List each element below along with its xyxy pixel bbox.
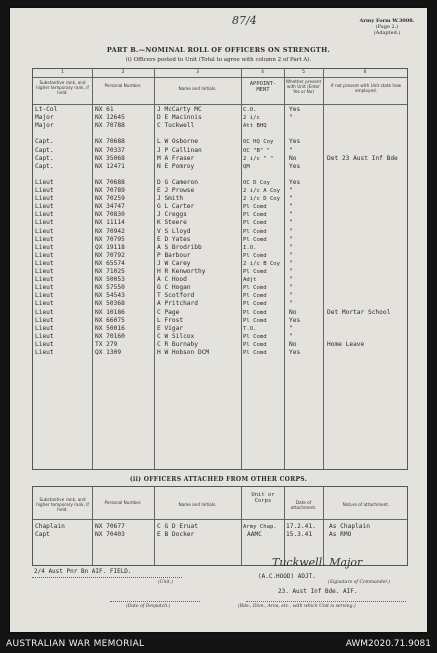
cell-number: NX 70688: [95, 138, 125, 146]
cell-rank: Lieut: [35, 284, 54, 292]
cell-rank: Lieut: [35, 300, 54, 308]
cell-present: ": [289, 243, 293, 251]
officer-row: [33, 228, 407, 236]
officer-row: [33, 236, 407, 244]
cell-present: Yes: [289, 162, 301, 170]
cell-appointment: 2 i/c D Coy: [243, 196, 281, 203]
commander-signature: Tuckwell. Major: [272, 556, 363, 569]
cell-number: QX 19118: [95, 243, 125, 251]
cell-remarks: Home Leave: [327, 340, 365, 348]
officer-row: [33, 252, 407, 260]
cell-name: T Scotford: [157, 292, 195, 300]
despatch-dotline: [110, 601, 200, 602]
cell-present: ": [289, 332, 293, 340]
cell-rank: Lt-Col: [35, 106, 58, 113]
cell-name: J Smith: [157, 195, 184, 203]
handwritten-reference: 87/4: [232, 14, 257, 27]
col-number: 3: [196, 70, 199, 75]
attached-row: [33, 523, 407, 531]
cell-name: L Frost: [157, 316, 184, 324]
officer-row: [33, 138, 407, 146]
cell-number: NX 66075: [95, 316, 125, 324]
header-name: Name and Initials.: [178, 502, 217, 507]
cell-rank: Chaplain: [35, 523, 65, 530]
officer-row: [33, 309, 407, 317]
cell-number: NX 71025: [95, 268, 125, 275]
cell-appointment: Pl Comd: [243, 317, 267, 324]
cell-appointment: Pl Comd: [243, 350, 267, 356]
attached-row: [33, 531, 407, 539]
cell-appointment: Pl Comd: [243, 301, 267, 308]
cell-number: TX 279: [95, 340, 118, 348]
cell-appointment: Pl Comd: [243, 252, 267, 259]
signature-caption: (Signature of Commander.): [328, 580, 391, 585]
despatch-caption: (Date of Despatch.): [126, 604, 171, 609]
cell-rank: Lieut: [35, 178, 54, 186]
cell-number: NX 50053: [95, 276, 125, 284]
cell-present: ": [289, 227, 293, 235]
cell-appointment: T.O.: [243, 325, 257, 332]
header-remarks: If not present with Unit state how employed.: [330, 83, 402, 93]
cell-name: K Steere: [157, 219, 187, 227]
header-number: Personal Number.: [104, 500, 142, 505]
officer-row: [33, 219, 407, 227]
cell-rank: Lieut: [35, 227, 54, 235]
signer-line: (A.C.HOOD) ADJT.: [258, 573, 316, 580]
cell-name: J W Carey: [157, 259, 191, 267]
cell-appointment: QM: [243, 163, 250, 170]
officer-row: [33, 106, 407, 114]
header-name: Name and Initials.: [178, 86, 217, 91]
cell-number: NX 70942: [95, 227, 125, 235]
cell-rank: Lieut: [35, 211, 54, 219]
cell-rank: Capt: [35, 531, 50, 538]
cell-number: NX 50368: [95, 300, 125, 308]
cell-number: NX 70403: [95, 531, 125, 538]
cell-appointment: 2 i/c B Coy: [243, 260, 281, 267]
officer-row: [33, 284, 407, 292]
cell-present: Yes: [289, 349, 301, 356]
cell-appointment: Pl Comd: [243, 285, 267, 292]
cell-rank: Lieut: [35, 243, 54, 251]
cell-name: C G D Eruat: [157, 523, 198, 530]
cell-name: E D Yates: [157, 235, 191, 243]
cell-name: E B Docker: [157, 531, 195, 538]
cell-rank: Lieut: [35, 316, 54, 324]
cell-remarks: Det Mortar School: [327, 308, 391, 316]
officer-row: [33, 317, 407, 325]
cell-present: ": [289, 203, 293, 211]
brigade-caption: (Bde., Divn., Area, etc., with which Unit is serving.): [238, 604, 356, 609]
form-identifier: [357, 18, 417, 36]
cell-corps: Army Chap.: [243, 524, 277, 530]
cell-name: L W Osborne: [157, 138, 198, 146]
officer-row: [33, 171, 407, 179]
attached-officers-table: [32, 486, 408, 566]
cell-appointment: Pl Comd: [243, 293, 267, 300]
cell-date: 17.2.41.: [286, 523, 316, 530]
cell-name: J P Callinan: [157, 146, 202, 154]
cell-appointment: C.O.: [243, 107, 257, 113]
cell-rank: Lieut: [35, 187, 54, 194]
part-b-subtitle: (i) Officers posted to Unit (Total to agree with column 2 of Part A).: [125, 57, 312, 63]
cell-name: V S Lloyd: [157, 227, 191, 235]
col-number: 2: [121, 70, 125, 75]
attached-title: (ii) OFFICERS ATTACHED FROM OTHER CORPS.: [129, 476, 308, 483]
cell-name: J Creggs: [157, 211, 187, 219]
cell-number: NX 70677: [95, 523, 125, 530]
cell-number: NX 50016: [95, 324, 125, 332]
officer-row: [33, 211, 407, 219]
header-nature: Nature of attachment.: [342, 502, 390, 507]
cell-number: NX 12471: [95, 162, 125, 170]
cell-present: Yes: [289, 106, 301, 113]
cell-appointment: Pl Comd: [243, 212, 267, 219]
cell-number: NX 54543: [95, 292, 125, 300]
cell-appointment: 2 i/c " ": [243, 155, 274, 162]
officer-row: [33, 130, 407, 138]
cell-name: N E Pomroy: [157, 162, 195, 170]
officer-row: [33, 203, 407, 211]
officer-row: [33, 244, 407, 252]
cell-present: No: [289, 154, 297, 162]
officer-row: [33, 260, 407, 268]
col-number: 1: [61, 70, 64, 75]
cell-appointment: Att BHQ: [243, 123, 267, 130]
cell-number: NX 70788: [95, 122, 125, 130]
officer-row: [33, 114, 407, 122]
cell-present: No: [289, 340, 297, 348]
cell-present: ": [289, 259, 293, 267]
cell-rank: Lieut: [35, 251, 54, 259]
cell-rank: Lieut: [35, 259, 54, 267]
cell-number: NX 70259: [95, 195, 125, 203]
cell-name: P Barbour: [157, 251, 191, 259]
cell-present: ": [289, 211, 293, 219]
cell-appointment: Adjt: [243, 277, 257, 284]
unit-dotline: [32, 577, 182, 578]
cell-number: NX 12645: [95, 114, 125, 122]
cell-name: C W Silcox: [157, 332, 195, 340]
cell-present: ": [289, 324, 293, 332]
cell-appointment: OC "B" ": [243, 147, 270, 154]
archive-reference: AWM2020.71.9081: [345, 639, 431, 649]
form-id-line: (Page 2.): [375, 24, 399, 30]
cell-appointment: OC D Coy: [243, 179, 270, 186]
cell-rank: Lieut: [35, 332, 54, 340]
cell-rank: Lieut: [35, 268, 54, 275]
officer-row: [33, 333, 407, 341]
cell-appointment: 2 i/c: [243, 115, 260, 122]
cell-name: G C Hogan: [157, 284, 191, 292]
cell-number: NX 57550: [95, 284, 125, 292]
cell-present: ": [289, 276, 293, 284]
cell-present: ": [289, 268, 293, 275]
header-present: Whether present with Unit (Enter Yes or No): [285, 79, 322, 94]
officer-row: [33, 292, 407, 300]
cell-name: E J Prowse: [157, 187, 195, 194]
cell-present: ": [289, 292, 293, 300]
part-b-title: PART B.—NOMINAL ROLL OF OFFICERS ON STRENGTH.: [106, 46, 331, 54]
unit-caption: (Unit.): [158, 580, 173, 585]
officer-row: [33, 195, 407, 203]
cell-number: NX 70792: [95, 251, 125, 259]
col-number: 6: [363, 70, 367, 75]
cell-present: ": [289, 300, 293, 308]
cell-number: NX 70688: [95, 178, 125, 186]
cell-number: NX 34747: [95, 203, 125, 211]
cell-number: NX 11114: [95, 219, 125, 227]
cell-name: D G Cameron: [157, 178, 198, 186]
cell-appointment: I.O.: [243, 244, 257, 251]
cell-name: D E Macinnis: [157, 114, 202, 122]
cell-present: No: [289, 308, 297, 316]
cell-rank: Major: [35, 114, 54, 122]
form-id-line: (Adapted.): [373, 30, 401, 36]
officer-row: [33, 122, 407, 130]
cell-number: NX 10186: [95, 308, 125, 316]
document-page: [10, 8, 427, 632]
cell-present: ": [289, 251, 293, 259]
cell-present: ": [289, 284, 293, 292]
cell-rank: Lieut: [35, 292, 54, 300]
cell-present: Yes: [289, 316, 301, 324]
officer-row: [33, 300, 407, 308]
header-date: Date of attachment.: [290, 500, 317, 510]
cell-corps: AAMC: [247, 531, 262, 538]
header-rank: Substantive rank, and higher temporary rank, if held.: [36, 497, 89, 512]
officers-on-strength-table: [32, 68, 408, 470]
col-number: 4: [261, 70, 264, 75]
officer-row: [33, 179, 407, 187]
cell-rank: Lieut: [35, 276, 54, 284]
officer-row: [33, 349, 407, 357]
cell-name: H R Kenworthy: [157, 268, 206, 275]
header-corps: Unit or Corps: [251, 492, 275, 504]
officer-row: [33, 341, 407, 349]
unit-line: 2/4 Aust Pnr Bn AIF. FIELD.: [34, 568, 132, 575]
cell-name: A C Hood: [157, 276, 187, 284]
cell-number: NX 70795: [95, 235, 125, 243]
cell-number: NX 70830: [95, 211, 125, 219]
officer-row: [33, 147, 407, 155]
cell-present: Yes: [289, 138, 301, 146]
header-rank: Substantive rank, and higher temporary rank, if held.: [36, 80, 89, 95]
cell-appointment: Pl Comd: [243, 220, 267, 227]
cell-appointment: Pl Comd: [243, 204, 267, 211]
cell-appointment: Pl Comd: [243, 269, 267, 275]
cell-present: ": [289, 195, 293, 203]
cell-name: C R Burnaby: [157, 340, 198, 348]
cell-name: H W Hobson DCM: [157, 349, 210, 356]
brigade-dotline: [246, 601, 406, 602]
cell-number: NX 70789: [95, 187, 125, 194]
cell-rank: Lieut: [35, 195, 54, 203]
cell-present: Yes: [289, 178, 301, 186]
cell-appointment: Pl Comd: [243, 341, 267, 348]
officer-row: [33, 187, 407, 195]
header-number: Personal Number.: [104, 83, 142, 88]
cell-present: ": [289, 219, 293, 227]
officer-row: [33, 325, 407, 333]
cell-number: NX 70337: [95, 146, 125, 154]
cell-nature: As RMO: [329, 531, 352, 538]
officer-row: [33, 268, 407, 276]
cell-date: 15.3.41: [286, 531, 313, 538]
cell-rank: Capt.: [35, 162, 54, 170]
brigade-line: 23. Aust Inf Bde. AIF.: [278, 588, 358, 595]
cell-rank: Lieut: [35, 203, 54, 211]
cell-name: G L Carter: [157, 203, 195, 211]
cell-rank: Lieut: [35, 340, 54, 348]
officer-row: [33, 163, 407, 171]
cell-appointment: Pl Comd: [243, 236, 267, 243]
cell-rank: Major: [35, 122, 54, 130]
cell-rank: Lieut: [35, 324, 54, 332]
cell-name: C Tuckwell: [157, 122, 195, 130]
cell-present: ": [289, 187, 293, 194]
cell-present: ": [289, 114, 293, 122]
cell-number: NX 61: [95, 106, 114, 113]
cell-name: C Page: [157, 308, 180, 316]
archive-footer: [0, 636, 437, 653]
cell-appointment: Pl Comd: [243, 333, 267, 340]
cell-present: ": [289, 146, 293, 154]
cell-name: M A Fraser: [157, 154, 195, 162]
header-appointment: APPOINT- MENT: [249, 81, 277, 93]
officer-row: [33, 155, 407, 163]
cell-remarks: Det 23 Aust Inf Bde: [327, 154, 398, 162]
cell-name: J McCarty MC: [157, 106, 202, 113]
cell-number: NX 35068: [95, 154, 125, 162]
cell-present: ": [289, 235, 293, 243]
cell-name: A S Brodribb: [157, 243, 202, 251]
cell-rank: Lieut: [35, 308, 54, 316]
cell-rank: Capt.: [35, 138, 54, 146]
form-id-line: Army Form W.3008.: [359, 18, 415, 24]
col-number: 5: [302, 70, 305, 75]
cell-rank: Lieut: [35, 349, 54, 356]
cell-nature: As Chaplain: [329, 523, 370, 530]
cell-rank: Capt.: [35, 146, 54, 154]
cell-number: NX 65574: [95, 259, 125, 267]
cell-rank: Lieut: [35, 235, 54, 243]
cell-appointment: 2 i/c A Coy: [243, 188, 281, 194]
cell-appointment: OC HQ Coy: [243, 139, 274, 146]
cell-rank: Lieut: [35, 219, 54, 227]
cell-name: A Pritchard: [157, 300, 198, 308]
cell-number: QX 1309: [95, 349, 122, 356]
cell-name: E Vigar: [157, 324, 184, 332]
archive-name: AUSTRALIAN WAR MEMORIAL: [6, 639, 145, 649]
cell-appointment: Pl Comd: [243, 309, 267, 316]
officer-row: [33, 276, 407, 284]
cell-number: NX 70160: [95, 332, 125, 340]
cell-rank: Capt.: [35, 154, 54, 162]
cell-appointment: Pl Comd: [243, 228, 267, 235]
